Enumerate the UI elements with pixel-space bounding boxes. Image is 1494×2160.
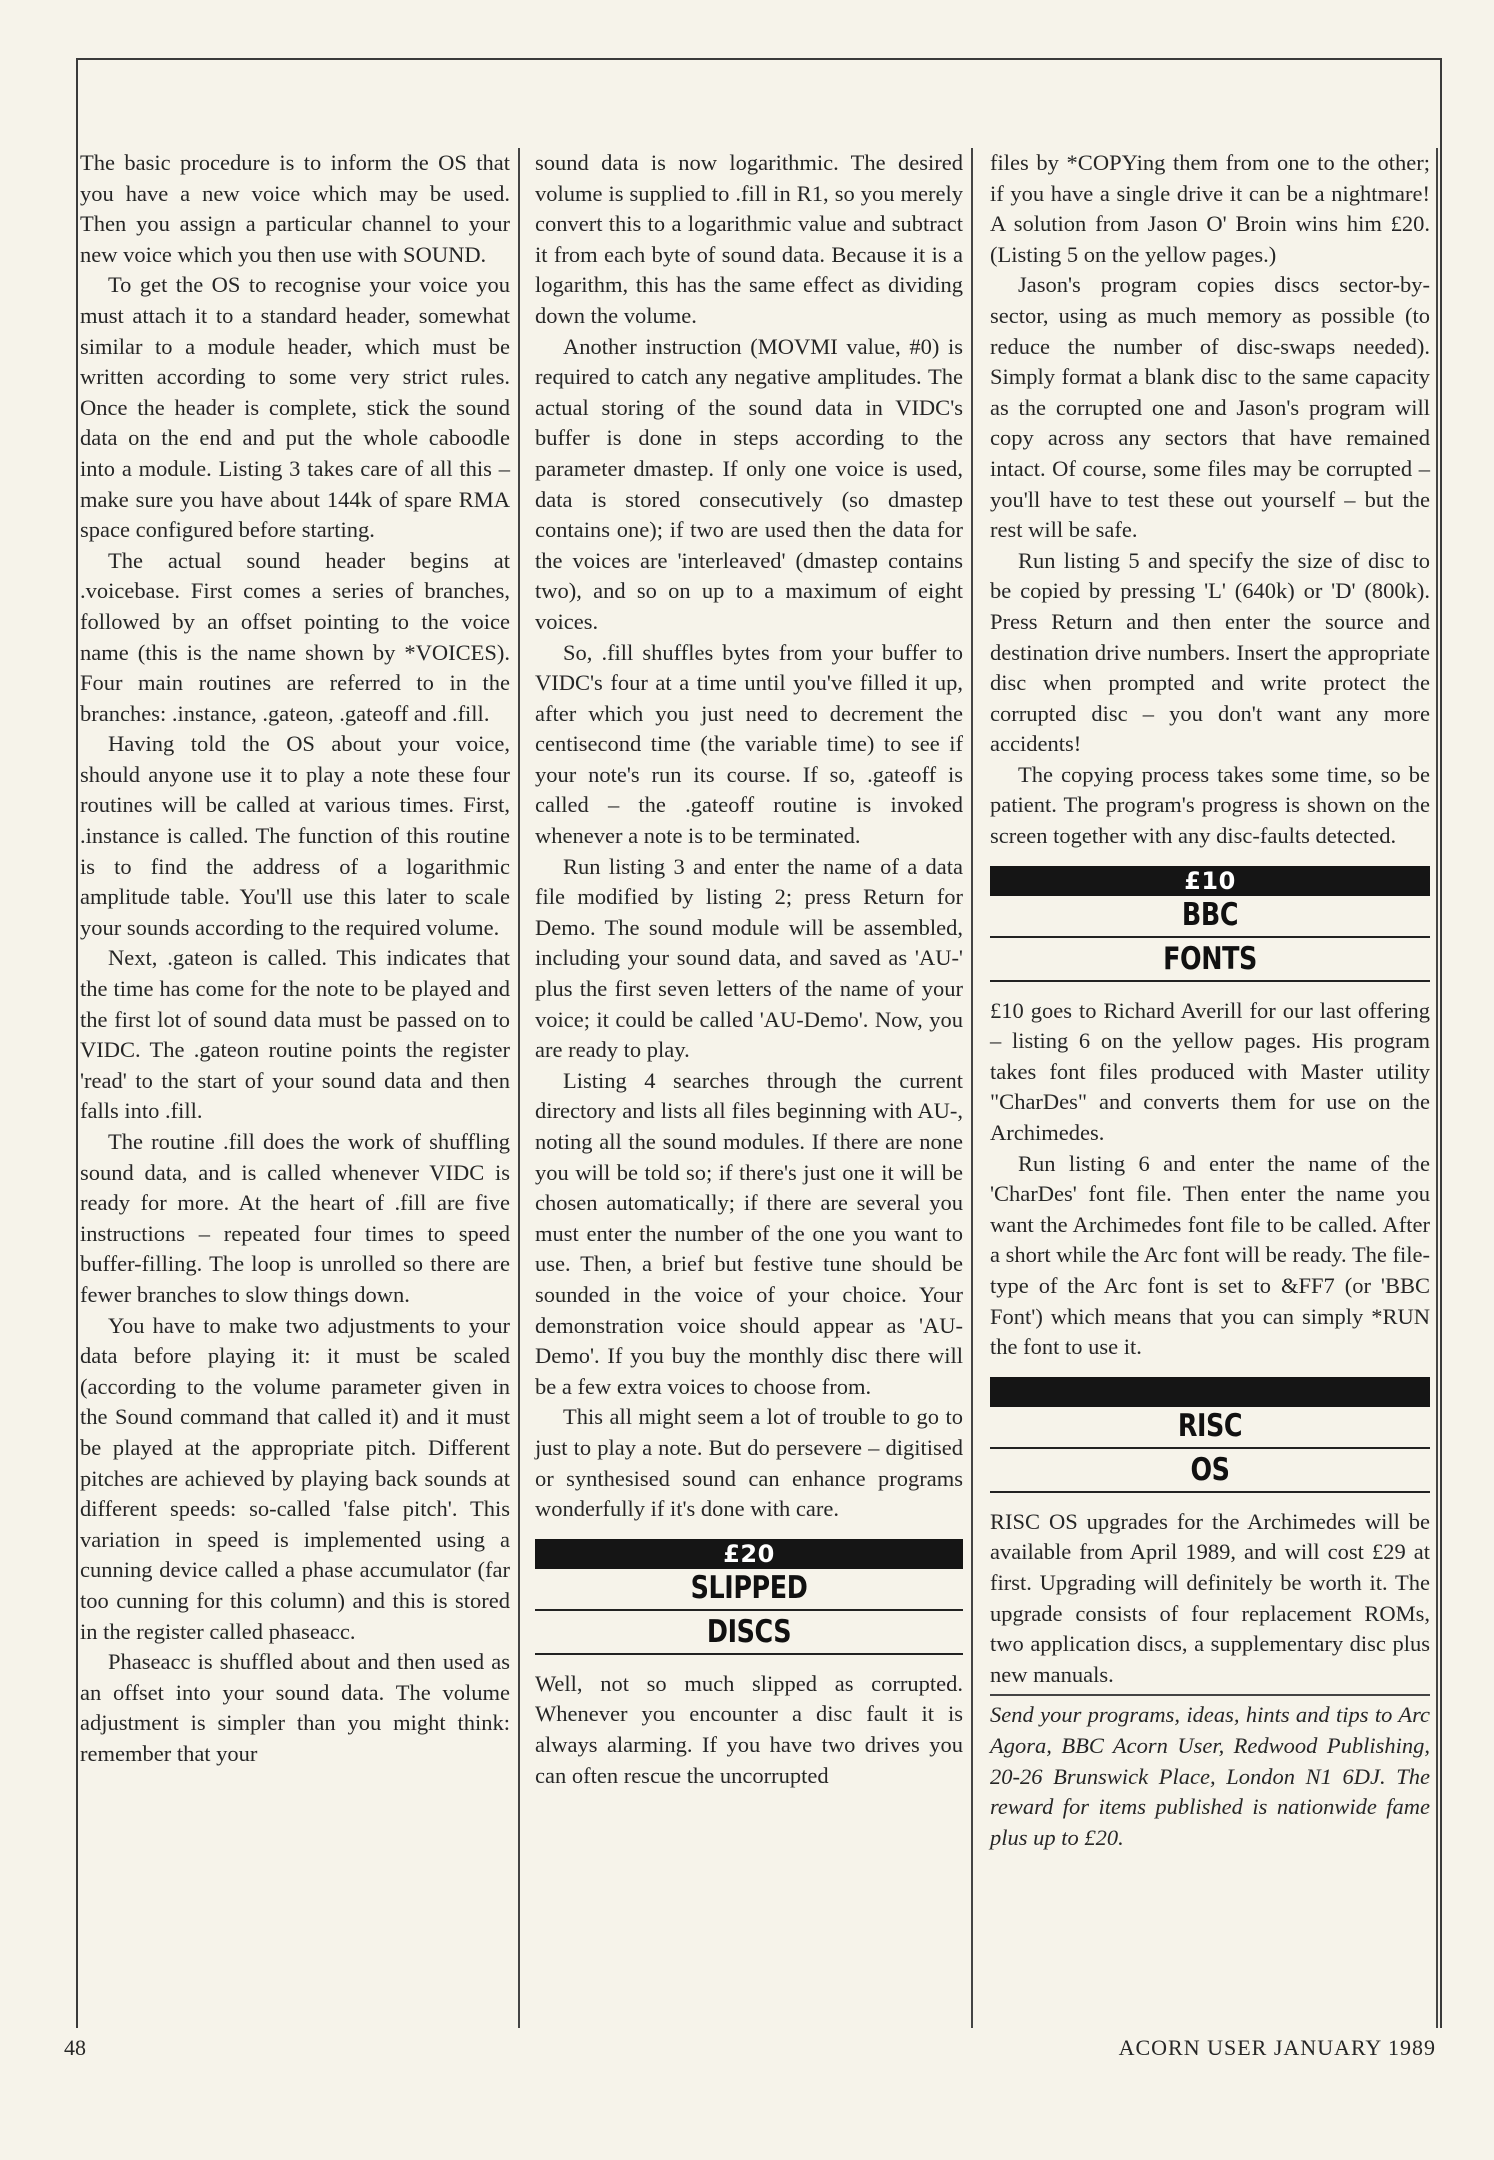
divider [990,1491,1430,1493]
paragraph: So, .fill shuffles bytes from your buffer to VIDC's four at a time until you've filled it up, after which you just need to decrement the centisecond time (the variable time) to see if your note's run its course. If so, .gateoff is called – the .gateoff routine is invoked whenever a note is to be terminated. [535,639,963,849]
paragraph: Having told the OS about your voice, should anyone use it to play a note these four routines will be called at various times. First, .instance is called. The function of this routine is to find the address of a logarithmic amplitude table. You'll use this later to scale your sounds according to the required volume. [80,731,510,940]
prize-bar [990,1377,1430,1407]
paragraph: sound data is now logarithmic. The desired volume is supplied to .fill in R1, so you merely convert this to a logarithmic value and subtract it from each byte of sound data. Because it is a logarithm, this has the same effect as dividing down the volume. [535,150,963,328]
paragraph: This all might seem a lot of trouble to go to just to play a note. But do persevere – digitised or synthesised sound can enhance programs wonderfully if it's done with care. [535,1404,963,1522]
divider [990,936,1430,938]
paragraph: Run listing 6 and enter the name of the 'CharDes' font file. Then enter the name you want the Archimedes font file to be called. After a short while the Arc font will be ready. The file-type of the Arc font is set to &FF7 (or 'BBC Font') which means that you can simply *RUN the font to use it. [990,1150,1430,1360]
divider [535,1653,963,1655]
section-title: OS [1190,1451,1230,1488]
paragraph: Phaseacc is shuffled about and then used as an offset into your sound data. The volume adjustment is simpler than you might think: remember that your [80,1649,510,1766]
divider [990,1447,1430,1449]
divider [535,1609,963,1611]
article-column-2 [535,148,973,2028]
section-title: SLIPPED [690,1569,808,1606]
prize-bar: £20 [535,1539,963,1569]
paragraph: RISC OS upgrades for the Archimedes will be available from April 1989, and will cost £29 at first. Upgrading will definitely be worth it. The upgrade consists of four replacement ROMs, two application discs, a supplementary disc plus new manuals. [990,1508,1430,1687]
page-number: 48 [64,2035,86,2060]
paragraph: To get the OS to recognise your voice you must attach it to a standard header, somewhat similar to a module header, which must be written according to some very strict rules. Once the header is complete, stick the sound data on the end and put the whole caboodle into a module. Listing 3 takes care of all this – make sure you have about 144k of spare RMA space configured before starting. [80,272,510,543]
divider [990,980,1430,982]
paragraph: files by *COPYing them from one to the other; if you have a single drive it can be a nightmare! A solution from Jason O' Broin wins him £20. (Listing 5 on the yellow pages.) [990,150,1430,267]
slipped-discs-heading [535,1539,963,1655]
paragraph: Next, .gateon is called. This indicates that the time has come for the note to be played and the first lot of sound data must be passed on to VIDC. The .gateon routine points the register 'read' to the start of your sound data and then falls into .fill. [80,945,510,1124]
section-title: FONTS [1163,940,1257,977]
section-title: RISC [1177,1407,1243,1444]
paragraph: Run listing 5 and specify the size of disc to be copied by pressing 'L' (640k) or 'D' (800k). Press Return and then enter the source and destination drive numbers. Insert the appropriate disc when prompted and write protect the corrupted disc – you don't want any more accidents! [990,547,1430,757]
paragraph: The copying process takes some time, so be patient. The program's progress is shown on the screen together with any disc-faults detected. [990,761,1430,849]
paragraph: Jason's program copies discs sector-by-sector, using as much memory as possible (to reduce the number of disc-swaps needed). Simply format a blank disc to the same capacity as the corrupted one and Jason's program will copy across any sectors that have remained intact. Of course, some files may be corrupted – you'll have to test these out yourself – but the rest will be safe. [990,272,1430,543]
article-column-1 [80,148,520,2028]
article-column-3 [990,148,1438,2028]
prize-bar: £10 [990,866,1430,896]
submission-note [990,1694,1430,1853]
section-title: BBC [1181,896,1239,933]
risc-os-heading [990,1377,1430,1493]
paragraph: £10 goes to Richard Averill for our last offering – listing 6 on the yellow pages. His program takes font files produced with Master utility "CharDes" and converts them for use on the Archimedes. [990,997,1430,1146]
paragraph: Listing 4 searches through the current directory and lists all files beginning with AU-, noting all the sound modules. If there are none you will be told so; if there's just one it will be chosen automatically; if there are several you must enter the number of the one you want to use. Then, a brief but festive tune should be sounded in the voice of your choice. Your demonstration voice should appear as 'AU-Demo'. If you buy the monthly disc there will be a few extra voices to choose from. [535,1067,963,1399]
submission-note-text: Send your programs, ideas, hints and tips to Arc Agora, BBC Acorn User, Redwood Publishing, 20-26 Brunswick Place, London N1 6DJ. The reward for items published is nationwide fame plus up to £20. [990,1702,1430,1850]
paragraph: The routine .fill does the work of shuffling sound data, and is called whenever VIDC is ready for more. At the heart of .fill are five instructions – repeated four times to speed buffer-filling. The loop is unrolled so there are fewer branches to slow things down. [80,1129,510,1307]
section-title: DISCS [706,1613,792,1650]
paragraph: The basic procedure is to inform the OS that you have a new voice which may be used. Then you assign a particular channel to your new voice which you then use with SOUND. [80,150,510,267]
paragraph: Run listing 3 and enter the name of a data file modified by listing 2; press Return for Demo. The sound module will be assembled, including your sound data, and saved as 'AU-' plus the first seven letters of the name of your voice; it could be called 'AU-Demo'. Now, you are ready to play. [535,853,963,1063]
bbc-fonts-heading [990,866,1430,982]
paragraph: The actual sound header begins at .voicebase. First comes a series of branches, followed by an offset pointing to the voice name (this is the name shown by *VOICES). Four main routines are referred to in the branches: .instance, .gateon, .gateoff and .fill. [80,547,510,726]
page-footer: ACORN USER JANUARY 1989 [1118,2035,1436,2060]
paragraph: Well, not so much slipped as corrupted. Whenever you encounter a disc fault it is always alarming. If you have two drives you can often rescue the uncorrupted [535,1670,963,1788]
paragraph: You have to make two adjustments to your data before playing it: it must be scaled (according to the volume parameter given in the Sound command that called it) and it must be played at the appropriate pitch. Different pitches are achieved by playing back sounds at different speeds: so-called 'false pitch'. This variation in speed is implemented using a cunning device called a phase accumulator (far too cunning for this column) and this is stored in the register called phaseacc. [80,1312,510,1644]
paragraph: Another instruction (MOVMI value, #0) is required to catch any negative amplitudes. The actual storing of the sound data in VIDC's buffer is done in steps according to the parameter dmastep. If only one voice is used, data is stored consecutively (so dmastep contains one); if two are used then the data for the voices are 'interleaved' (dmastep contains two), and so on up to a maximum of eight voices. [535,333,963,634]
